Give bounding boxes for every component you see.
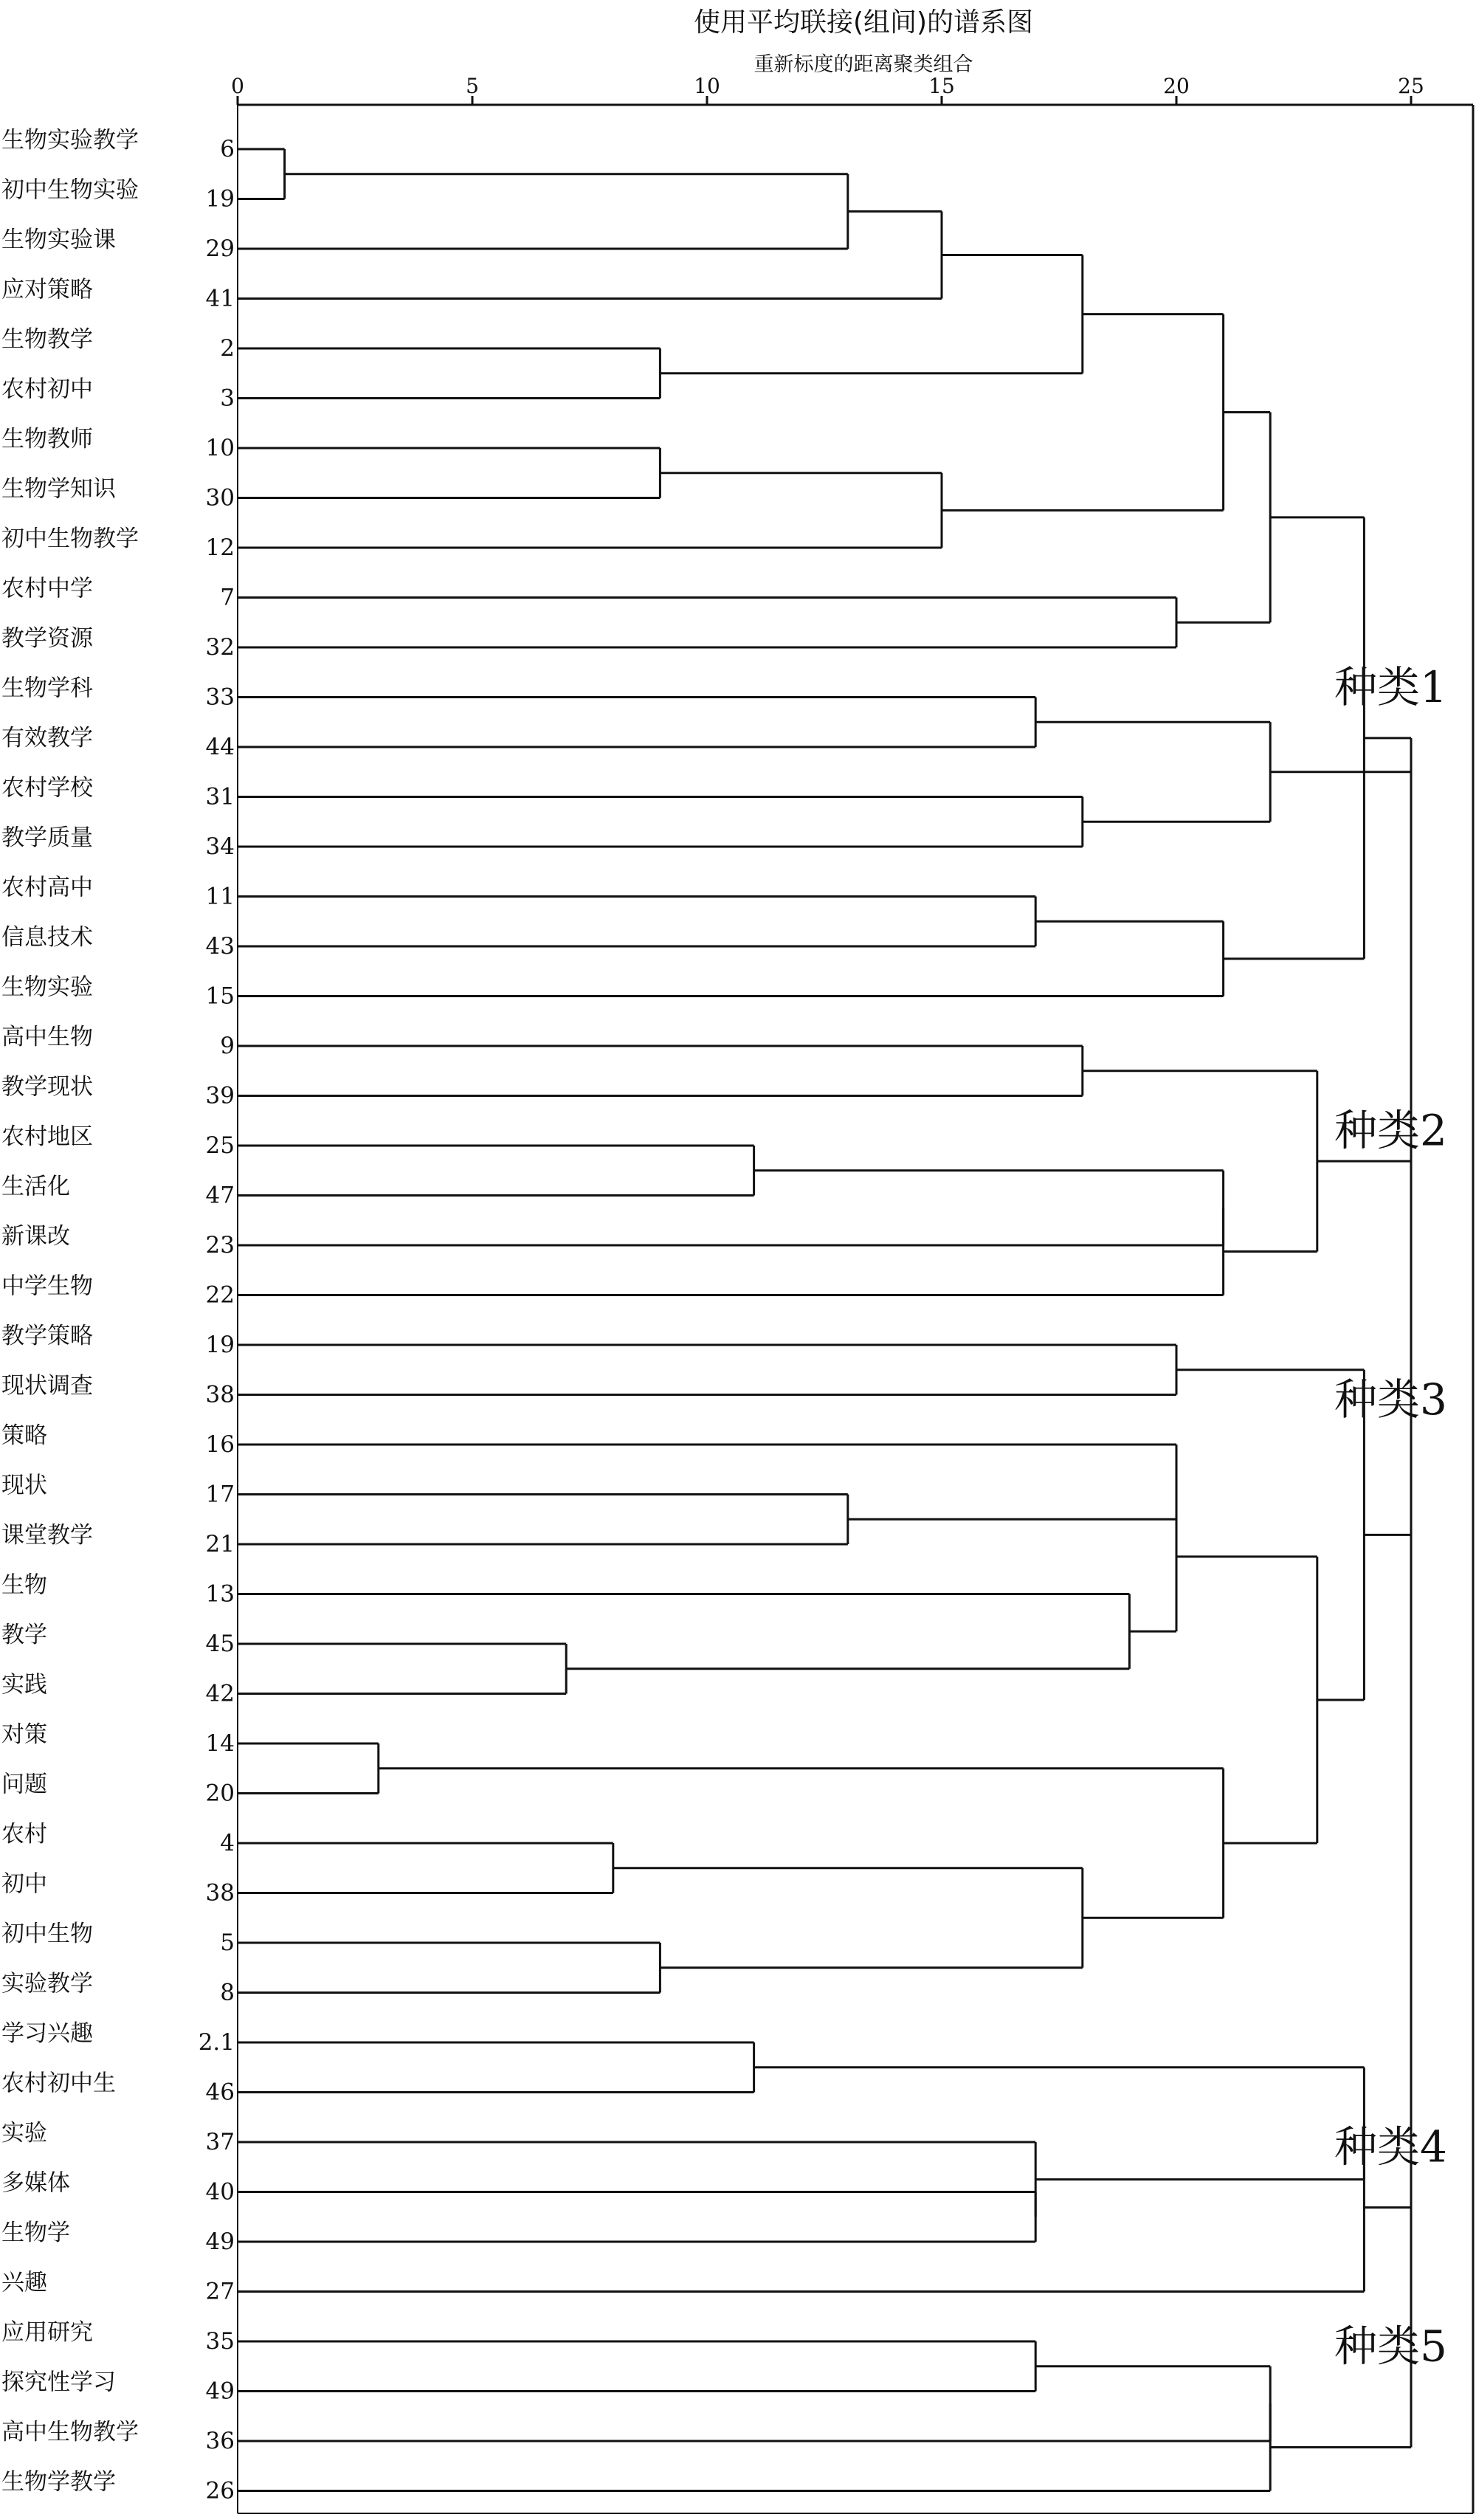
merge-link [1129,1482,1176,1632]
leaf-id: 30 [205,484,235,512]
merge-link [238,2366,1270,2441]
merge-link [238,1495,848,1545]
leaf-id: 12 [205,534,235,561]
merge-link [238,598,1176,648]
merge-link [238,897,1035,947]
leaf-label: 应对策略 [1,276,93,303]
leaf-label: 初中 [1,1870,47,1898]
leaf-id: 46 [205,2079,235,2106]
merge-link [238,1843,613,1893]
merge-link [1176,1557,1317,1843]
leaf-labels [1,127,235,2504]
leaf-label: 生物实验 [1,974,93,1001]
leaf-label: 生物学科 [1,675,93,702]
leaf-id: 16 [205,1431,235,1458]
leaf-label: 生物教学 [1,326,93,353]
leaf-id: 21 [205,1531,235,1557]
leaf-label: 兴趣 [1,2269,47,2296]
leaf-label: 教学质量 [1,824,93,851]
leaf-label: 学习兴趣 [1,2020,93,2047]
leaf-id: 49 [205,2228,235,2255]
leaf-label: 信息技术 [1,924,93,951]
merge-link [1035,722,1270,822]
leaf-label: 应用研究 [1,2319,93,2346]
leaf-label: 农村高中 [1,874,93,901]
leaf-label: 教学策略 [1,1323,93,1349]
axis-tick-label-5: 5 [466,74,479,98]
leaf-id: 25 [205,1132,235,1159]
leaf-label: 策略 [1,1422,47,1449]
cluster-annotations [1334,662,1447,2372]
leaf-label: 农村 [1,1821,47,1848]
leaf-label: 教学现状 [1,1073,93,1101]
leaf-id: 39 [205,1082,235,1109]
leaf-id: 5 [220,1929,235,1956]
leaf-label: 有效教学 [1,725,93,751]
leaf-label: 农村学校 [1,774,93,802]
leaf-label: 生物实验教学 [1,127,139,154]
leaf-id: 27 [205,2278,235,2305]
merge-link [238,1146,754,1196]
cluster-label-1: 种类1 [1334,661,1447,712]
leaf-label: 生物实验课 [1,227,116,253]
merge-link [238,921,1224,996]
merge-link [238,2341,1035,2392]
leaf-label: 农村中学 [1,575,93,602]
merge-link [238,1208,1224,1295]
leaf-label: 教学 [1,1622,47,1648]
merge-link [238,473,942,548]
merge-link [238,797,1083,847]
leaf-label: 生活化 [1,1173,70,1200]
merge-link [238,1046,1083,1096]
merge-link [1083,1071,1317,1252]
merge-link [238,698,1035,748]
leaf-id: 7 [220,584,235,611]
leaf-label: 现状 [1,1472,47,1499]
leaf-id: 4 [220,1830,235,1856]
merge-link [238,1345,1176,1395]
leaf-id: 8 [220,1979,235,2006]
leaf-label: 对策 [1,1721,47,1748]
merge-link [238,174,848,249]
merge-link [1270,738,1411,772]
leaf-id: 22 [205,1281,235,1309]
leaf-id: 38 [205,1381,235,1408]
leaf-label: 实践 [1,1671,47,1698]
chart-subtitle: 重新标度的距离聚类组合 [753,53,973,76]
leaf-label: 农村地区 [1,1123,93,1150]
leaf-id: 44 [205,734,235,760]
merge-link [238,2124,1364,2292]
leaf-id: 42 [205,1680,235,1707]
cluster-label-3: 种类3 [1334,1374,1447,1425]
leaf-label: 实验教学 [1,1970,93,1997]
merge-link [238,348,660,399]
leaf-id: 34 [205,833,235,860]
x-axis [231,74,1473,2513]
axis-tick-label-15: 15 [928,74,955,98]
merge-link [238,1943,660,1993]
leaf-id: 37 [205,2129,235,2155]
leaf-label: 多媒体 [1,2169,70,2197]
leaf-label: 中学生物 [1,1273,93,1300]
merge-link [238,2042,754,2093]
merge-link [238,2403,1270,2490]
merge-link [1224,517,1365,959]
axis-tick-label-0: 0 [231,74,244,98]
leaf-id: 43 [205,933,235,960]
leaf-label: 实验 [1,2120,47,2147]
leaf-id: 32 [205,634,235,661]
leaf-label: 初中生物教学 [1,526,139,552]
leaf-id: 38 [205,1879,235,1907]
merge-link [660,255,1082,373]
leaf-id: 35 [205,2328,235,2355]
merge-link [1364,958,1411,1535]
leaf-label: 新课改 [1,1223,70,1250]
leaf-id: 20 [205,1780,235,1807]
merge-link [238,2192,1035,2242]
leaf-id: 13 [205,1580,235,1608]
merge-link [238,1743,379,1794]
merge-link [238,1171,1224,1245]
leaf-label: 高中生物教学 [1,2419,139,2445]
leaf-id: 41 [205,285,235,312]
leaf-id: 6 [220,136,235,162]
leaf-id: 31 [205,783,235,810]
leaf-label: 探究性学习 [1,2369,116,2396]
cluster-label-5: 种类5 [1334,2321,1447,2372]
leaf-id: 15 [205,982,235,1010]
leaf-label: 问题 [1,1771,47,1798]
leaf-label: 初中生物实验 [1,176,139,204]
merge-link [238,1445,1176,1519]
leaf-label: 初中生物 [1,1921,93,1947]
leaf-label: 高中生物 [1,1024,93,1050]
leaf-id: 9 [220,1033,235,1059]
merge-link [238,2142,1035,2217]
cluster-label-2: 种类2 [1334,1105,1447,1156]
merge-link [238,1644,566,1694]
leaf-id: 3 [220,385,235,412]
leaf-id: 36 [205,2428,235,2454]
cluster-label-4: 种类4 [1334,2121,1447,2172]
leaf-id: 40 [205,2178,235,2206]
leaf-label: 生物学教学 [1,2468,116,2496]
leaf-id: 19 [205,185,235,213]
leaf-label: 生物 [1,1571,47,1599]
merge-link [238,149,285,199]
leaf-id: 47 [205,1182,235,1209]
leaf-id: 11 [205,883,235,910]
leaf-id: 26 [205,2477,235,2504]
dendrogram-links [238,149,1411,2491]
leaf-label: 现状调查 [1,1372,93,1400]
leaf-id: 29 [205,235,235,262]
axis-tick-label-10: 10 [694,74,720,98]
merge-link [613,1868,1083,1968]
leaf-id: 49 [205,2378,235,2405]
leaf-id: 17 [205,1481,235,1508]
leaf-id: 23 [205,1232,235,1259]
leaf-id: 10 [205,435,235,461]
leaf-label: 教学资源 [1,625,93,652]
leaf-id: 14 [205,1730,235,1757]
leaf-id: 45 [205,1631,235,1657]
leaf-label: 农村初中 [1,376,93,403]
leaf-label: 课堂教学 [1,1522,93,1549]
leaf-id: 2 [220,335,235,362]
merge-link [238,448,660,498]
merge-link [238,211,942,298]
axis-tick-label-25: 25 [1398,74,1424,98]
leaf-id: 2.1 [198,2029,235,2056]
leaf-label: 生物学知识 [1,475,116,503]
axis-tick-label-20: 20 [1163,74,1190,98]
merge-link [238,1594,1129,1669]
leaf-label: 农村初中生 [1,2070,116,2097]
chart-title: 使用平均联接(组间)的谱系图 [693,7,1034,38]
leaf-label: 生物学 [1,2220,70,2246]
leaf-label: 生物教师 [1,426,93,452]
merge-link [754,2068,1365,2180]
leaf-id: 19 [205,1332,235,1358]
leaf-id: 33 [205,684,235,711]
